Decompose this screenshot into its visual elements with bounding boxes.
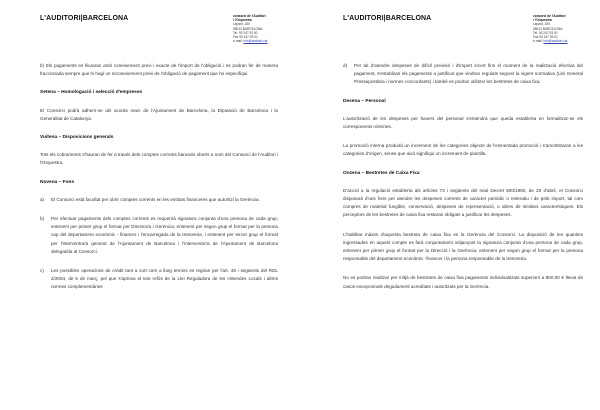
- item-b-tag: b): [40, 216, 45, 222]
- list-item-d: [343, 62, 583, 87]
- item-c-text: Les possibles operacions de crèdit tant a curt com a llarg termini es regiran per l'art. 48 i següents del RDL 2/2004, de 5 de març, pel que s'aprova el text refós de la Llei Reguladora de les Hisendes Locals i altres normes complementàries: [51, 268, 278, 290]
- address-block: [533, 14, 567, 43]
- phone: Tel. 93 247 93 00: [233, 30, 258, 35]
- org-name-line1: consorci de l'Auditori: [533, 14, 566, 18]
- street: Lepant, 150: [233, 22, 250, 27]
- paragraph-desena-1: L'autorització de les despeses per havers del personal s'entendrà que queda establerta en formalitzar-se els corresponents nòmines.: [343, 115, 583, 130]
- item-d-text: Per tal d'atendre despeses de difícil previsió i d'import incert fins el moment de la realització efectiva del pagament, s'establiran els pagaments a justificar que vindran regulats segons la vigent normativa (Llei General Pressupostària i normes concordants) i també es podran utilitzar les bestretes de caixa fixa.: [354, 63, 583, 85]
- heading-vuitena: Vuitena – Disposicions generals: [40, 135, 114, 141]
- heading-setena: Setena – Homologació i selecció d'empreses: [40, 90, 143, 96]
- paragraph-onzena-2: L'habilitat màxim d'aquesta bestreta de caixa fixa es la Gerència del Consorci. La disposició de les quanties ingressades en aquest compte es farà conjuntament mitjançant la signatura conjunta d'una persona de cada grup, entenent per primer grup el format per la Direcció i la Gerència; entenent per segon grup el format per la persona responsable del departament econòmic -financer i la persona responsable de la tresoreria.: [343, 231, 583, 262]
- org-name-line2: i l'Orquestra: [533, 18, 552, 23]
- item-b-text: Per efectuar pagaments dels comptes corrents es requerirà signatura conjunta d'una persona de cada grup, entenent per primer grup el format per Director/a i Gerència; entenent per segon grup el format per la persona cap del departament econòmic - financer i l'encarregada de la tresoreria, i entenent per tercer grup el format per l'interventor/a general de l'Ajuntament de Barcelona i l'interventor/a de l'Ajuntament de Barcelona delegat/da al Consorci.: [51, 216, 278, 254]
- email-line: [533, 39, 567, 43]
- org-name-line2: i l'Orquestra: [233, 18, 252, 23]
- page-right: [300, 0, 600, 410]
- list-item-a: [40, 196, 278, 204]
- email-line: [233, 39, 267, 43]
- item-d-tag: d): [343, 63, 348, 68]
- heading-onzena: Onzena – Bestretes de Caixa Fixa: [343, 170, 420, 176]
- street: Lepant, 150: [533, 22, 550, 27]
- auditori-logo: L'AUDITORI|BARCELONA: [40, 15, 129, 22]
- paragraph-setena: El Consorci podrà adherir-se als acords marc de l'Ajuntament de Barcelona, la Diputació de Barcelona i la Generalitat de Catalunya.: [40, 107, 278, 121]
- page-left-body: [40, 62, 278, 303]
- item-a-text: El Consorci està facultat per obrir comptes corrents en les entitats financeres que autoritzi la Gerència.: [51, 196, 260, 202]
- item-c-tag: c): [40, 268, 44, 274]
- auditori-logo: L'AUDITORI|BARCELONA: [343, 15, 432, 22]
- email-label: e-mail:: [533, 39, 544, 44]
- fax: Fax 93 247 93 01: [233, 35, 258, 40]
- paragraph-onzena-1: D'acord a la regulació establerta als articles 73 i següents del reial Decret 500/1990, de 20 d'abril, el Consorci disposarà d'uns fons per atendre les despeses corrents de caràcter periòdic o reiteratiu i de petit import, tal com compres de material fungible, conservació, despeses de representació, o altres de similars característiques. Els perceptors de les bestretes de caixa fixa restaran obligats a justificar les despeses.: [343, 187, 583, 218]
- heading-novena: Novena – Fons: [40, 179, 75, 185]
- paragraph-b: b) Els pagaments es lliuraran amb coneixement previ i exacte de l'import de l'obligació i es podran fer de manera fraccionada sempre que hi hagi un reconeixement previ de l'obligació de pagament que ho especifiqui.: [40, 63, 278, 77]
- item-a-tag: a): [40, 196, 45, 202]
- city: 08013 BARCELONA: [233, 26, 263, 31]
- fax: Fax 93 247 93 01: [533, 35, 558, 40]
- email-label: e-mail:: [233, 39, 244, 44]
- paragraph-desena-2: La promoció interna produirà un increment de les categories objecte de l'esmentada promoció i s'amortitzaran a les categories d'origen, sense que això signifiqui un increment de plantilla.: [343, 143, 583, 157]
- org-name-line1: consorci de l'Auditori: [233, 14, 266, 18]
- paragraph-vuitena: Tots els cobraments s'hauran de fer a través dels comptes corrents bancaris oberts a nom del Consorci de l'Auditori i l'Orquestra.: [40, 152, 278, 166]
- list-item-b: [40, 215, 278, 256]
- address-block: [233, 14, 267, 43]
- phone: Tel. 93 247 93 00: [533, 30, 558, 35]
- list-item-c: [40, 267, 278, 292]
- page-right-body: [343, 62, 583, 302]
- email-link[interactable]: info@auditori.cat: [543, 39, 568, 44]
- email-link[interactable]: info@auditori.cat: [243, 39, 268, 44]
- paragraph-onzena-3: No es podran realitzar per mitjà de bestretes de caixa fixa pagaments individualitzats superiors a 900,00 € llevat de casos excepcionals degudament acreditats i autoritzats per la Gerència.: [343, 275, 583, 289]
- heading-desena: Desena – Personal: [343, 98, 386, 104]
- city: 08013 BARCELONA: [533, 26, 563, 31]
